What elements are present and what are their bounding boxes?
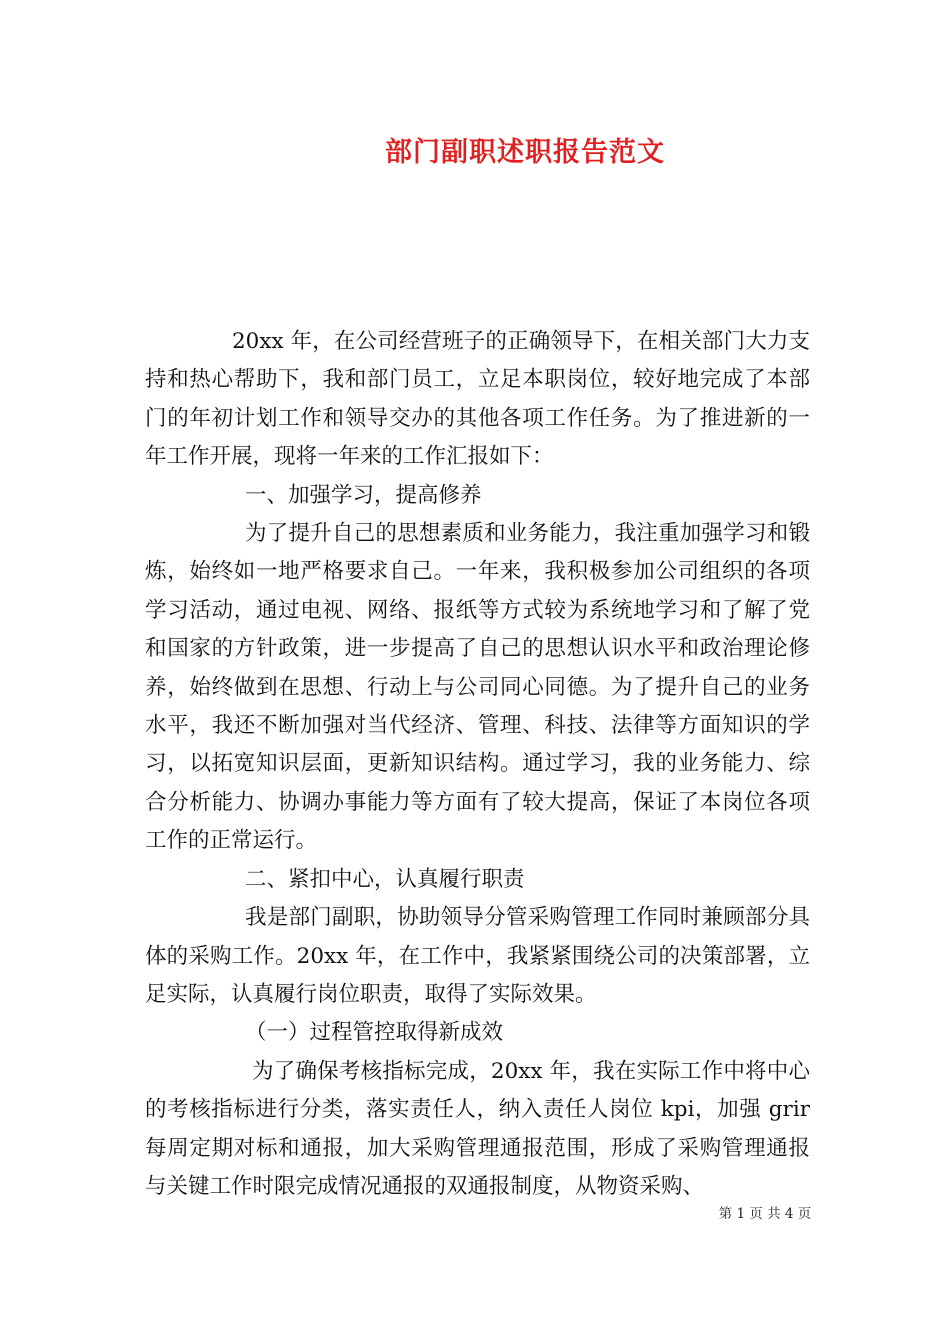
paragraph-process-control: 为了确保考核指标完成，20xx 年，我在实际工作中将中心的考核指标进行分类，落实责任人，纳入责任人岗位 kpi，加强 grir 每周定期对标和通报，加大采购管理通报范围，形成了采购管理通报与关键工作时限完成情况通报的双通报制度，从物资采购、 (145, 1058, 810, 1199)
subsection-heading-1: （一）过程管控取得新成效 (245, 1020, 504, 1046)
paragraph-study: 为了提升自己的思想素质和业务能力，我注重加强学习和锻炼，始终如一地严格要求自己。一年来，我积极参加公司组织的各项学习活动，通过电视、网络、报纸等方式较为系统地学习和了解了党和国家的方针政策，进一步提高了自己的思想认识水平和政治理论修养，始终做到在思想、行动上与公司同心同德。为了提升自己的业务水平，我还不断加强对当代经济、管理、科技、法律等方面知识的学习，以拓宽知识层面，更新知识结构。通过学习，我的业务能力、综合分析能力、协调办事能力等方面有了较大提高，保证了本岗位各项工作的正常运行。 (145, 521, 810, 854)
document-title: 部门副职述职报告范文 (385, 137, 665, 168)
document-body (145, 323, 810, 1206)
paragraph-intro: 20xx 年，在公司经营班子的正确领导下，在相关部门大力支持和热心帮助下，我和部门员工，立足本职岗位，较好地完成了本部门的年初计划工作和领导交办的其他各项工作任务。为了推进新的一年工作开展，现将一年来的工作汇报如下： (145, 329, 810, 470)
section-heading-2: 二、紧扣中心，认真履行职责 (245, 866, 525, 892)
paragraph-duties: 我是部门副职，协助领导分管采购管理工作同时兼顾部分具体的采购工作。20xx 年，在工作中，我紧紧围绕公司的决策部署，立足实际，认真履行岗位职责，取得了实际效果。 (145, 905, 810, 1007)
page-footer: 第 1 页 共 4 页 (718, 1206, 812, 1222)
section-heading-1: 一、加强学习，提高修养 (245, 482, 482, 508)
